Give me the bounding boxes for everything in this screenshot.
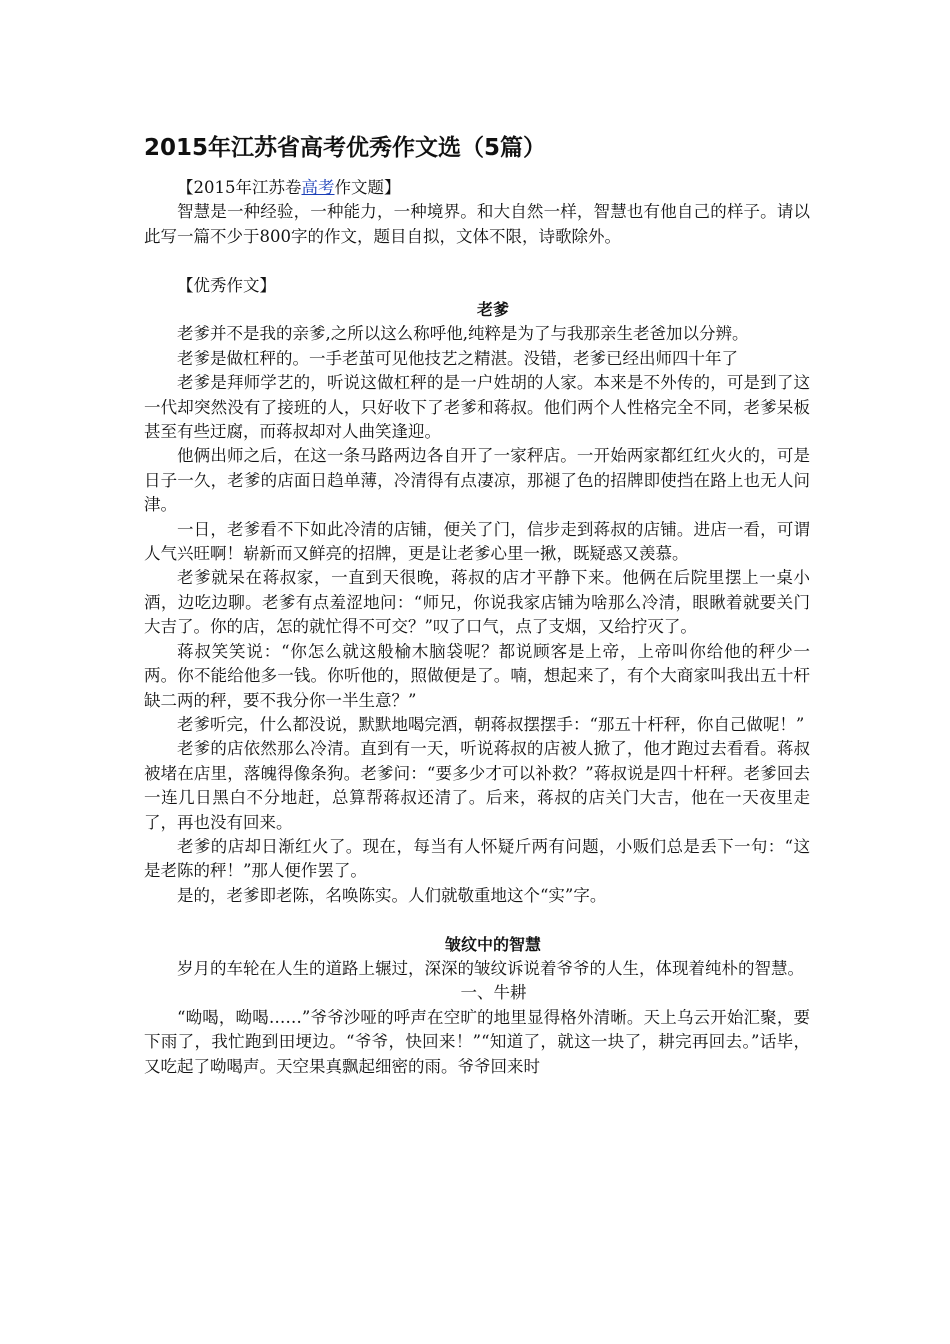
gaokao-link[interactable]: 高考 — [301, 178, 335, 197]
section-title-niugeng: 一、牛耕 — [460, 983, 527, 1003]
essay-paragraph: 老爹的店依然那么冷清。直到有一天，听说蒋叔的店被人掀了，他才跑过去看看。蒋叔被堵在店里，落魄得像条狗。老爹问：“要多少才可以补救？”蒋叔说是四十杆秤。老爹回去一连几日黑白不分地赶，总算帮蒋叔还清了。后来，蒋叔的店关门大吉，他在一天夜里走了，再也没有回来。 — [144, 739, 810, 832]
essay-paragraph: 老爹就呆在蒋叔家，一直到天很晚，蒋叔的店才平静下来。他俩在后院里摆上一桌小酒，边吃边聊。老爹有点羞涩地问：“师兄，你说我家店铺为啥那么冷清，眼瞅着就要关门大吉了。你的店，怎的就忙得不可交？”叹了口气，点了支烟，又给拧灭了。 — [144, 568, 810, 637]
essay-paragraph: “呦喝，呦喝……”爷爷沙哑的呼声在空旷的地里显得格外清晰。天上乌云开始汇聚，要下雨了，我忙跑到田埂边。“爷爷，快回来！”“知道了，就这一块了，耕完再回去。”话毕，又吃起了呦喝声。天空果真飘起细密的雨。爷爷回来时 — [144, 1007, 810, 1076]
essay-title-laodie: 老爹 — [476, 300, 509, 320]
prompt-text: 智慧是一种经验，一种能力，一种境界。和大自然一样，智慧也有他自己的样子。请以此写一篇不少于800字的作文，题目自拟，文体不限，诗歌除外。 — [144, 202, 810, 246]
essay-title-wrinkles: 皱纹中的智慧 — [444, 934, 541, 954]
essay-paragraph: 老爹是做杠秤的。一手老茧可见他技艺之精湛。没错，老爹已经出师四十年了 — [177, 348, 738, 368]
prompt-heading-prefix: 【2015年江苏卷 — [177, 178, 302, 197]
document-title: 2015年江苏省高考优秀作文选（5篇） — [144, 135, 547, 161]
essay-paragraph: 岁月的车轮在人生的道路上辗过，深深的皱纹诉说着爷爷的人生，体现着纯朴的智慧。 — [177, 958, 804, 978]
prompt-heading-suffix: 作文题】 — [334, 178, 401, 197]
essay-paragraph: 老爹并不是我的亲爹,之所以这么称呼他,纯粹是为了与我那亲生老爸加以分辨。 — [177, 324, 749, 344]
excellent-heading: 【优秀作文】 — [177, 275, 276, 295]
essay-paragraph: 老爹是拜师学艺的，听说这做杠秤的是一户姓胡的人家。本来是不外传的，可是到了这一代却突然没有了接班的人，只好收下了老爹和蒋叔。他们两个人性格完全不同，老爹呆板甚至有些迂腐，而蒋叔却对人曲笑逢迎。 — [144, 373, 810, 442]
essay-paragraph: 老爹的店却日渐红火了。现在，每当有人怀疑斤两有问题，小贩们总是丢下一句：“这是老陈的秤！”那人便作罢了。 — [144, 836, 810, 881]
prompt-heading — [144, 176, 810, 200]
essay-paragraph: 蒋叔笑笑说：“你怎么就这般榆木脑袋呢？都说顾客是上帝，上帝叫你给他的秤少一两。你不能给他多一钱。你听他的，照做便是了。喃，想起来了，有个大商家叫我出五十杆缺二两的秤，要不我分你一半生意？” — [144, 641, 810, 710]
essay-paragraph: 一日，老爹看不下如此冷清的店铺，便关了门，信步走到蒋叔的店铺。进店一看，可谓人气兴旺啊！崭新而又鲜亮的招牌，更是让老爹心里一揪，既疑惑又羡慕。 — [144, 519, 810, 564]
essay-paragraph: 老爹听完，什么都没说，默默地喝完酒，朝蒋叔摆摆手：“那五十杆秤，你自己做呢！” — [177, 714, 805, 734]
document-body — [144, 176, 810, 1079]
essay-paragraph: 是的，老爹即老陈，名唤陈实。人们就敬重地这个“实”字。 — [177, 885, 607, 905]
essay-paragraph: 他俩出师之后，在这一条马路两边各自开了一家秤店。一开始两家都红红火火的，可是日子一久，老爹的店面日趋单薄，冷清得有点凄凉，那褪了色的招牌即使挡在路上也无人问津。 — [144, 446, 810, 515]
